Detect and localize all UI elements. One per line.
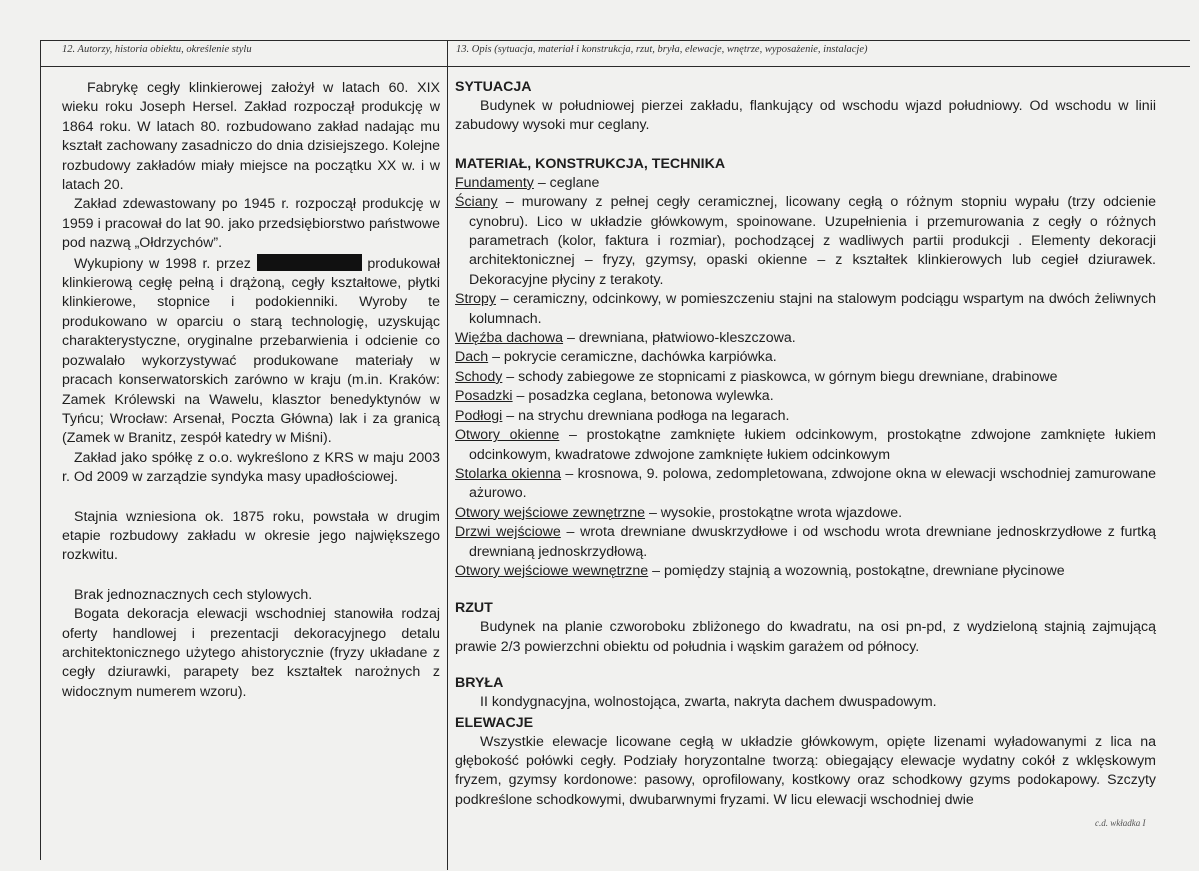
history-paragraph-3 [62, 254, 440, 449]
right-section-caption: 13. Opis (sytuacja, materiał i konstrukcja, rzut, bryła, elewacje, wnętrze, wyposażenie, instalacje) [456, 44, 868, 55]
material-item-term: Posadzki [455, 388, 513, 405]
history-column [62, 79, 440, 702]
material-item-text: – posadzka ceglana, betonowa wylewka. [512, 388, 774, 405]
style-paragraph-1: Brak jednoznacznych cech stylowych. [74, 586, 313, 603]
material-item-term: Schody [455, 368, 503, 385]
material-item [455, 368, 1156, 387]
material-item [455, 504, 1156, 523]
material-item-term: Ściany [455, 194, 498, 211]
left-section-caption: 12. Autorzy, historia obiektu, określenie stylu [62, 44, 252, 55]
material-item-text: – krosnowa, 9. polowa, zedompletowana, zdwojone okna w elewacji wschodniej zamurowane ażurowo. [469, 465, 1157, 502]
section-heading-bryla: BRYŁA [455, 675, 504, 692]
material-list [455, 174, 1156, 582]
spacer [455, 136, 1156, 154]
material-item [455, 174, 1156, 193]
material-item-text: – pomiędzy stajnią a wozownią, postokątne, drewniane płycinowe [648, 562, 1065, 579]
material-item [455, 426, 1156, 465]
material-item [455, 407, 1156, 426]
spacer [62, 566, 440, 586]
material-item-term: Otwory okienne [455, 427, 560, 444]
spacer [455, 657, 1156, 673]
section-heading-elewacje: ELEWACJE [455, 714, 534, 731]
material-item [455, 562, 1156, 581]
material-item-term: Więźba dachowa [455, 330, 564, 347]
material-item-text: – na strychu drewniana podłoga na legarach. [502, 407, 790, 424]
material-item-term: Stolarka okienna [455, 465, 562, 482]
history-paragraph-3a: Wykupiony w 1998 r. przez [74, 255, 251, 272]
caption-rule-right [448, 66, 1190, 67]
history-paragraph-1: Fabrykę cegły klinkierowej założył w latach 60. XIX wieku roku Joseph Hersel. Zakład rozpoczął produkcję w 1864 roku. W latach 80. rozbudowano zakład nadając mu kształt zachowany zasadniczo do dnia dzisiejszego. Kolejne rozbudowy zakładów miały miejsce na początku XX w. i w latach 20. [62, 80, 440, 194]
spacer [62, 488, 440, 508]
material-item-term: Podłogi [455, 407, 503, 424]
material-item-text: – murowany z pełnej cegły ceramicznej, licowany cegłą o różnym stopniu wypału (trzy odcienie cynobru). Lico w układzie główkowym, spoinowane. Uzupełnienia i przemurowania z cegły o różnych parametrach (kolor, faktura i rozmiar), pochodzącej z wadliwych partii produkcji . Elementy dekoracji architektonicznej – fryzy, gzymsy, opaski okienne – z kształtek klinkierowych lub cegieł dziurawek. Dekoracyjne płyciny z terakoty. [469, 194, 1156, 288]
history-paragraph-2: Zakład zdewastowany po 1945 r. rozpoczął produkcję w 1959 i pracował do lat 90. jako przedsiębiorstwo państwowe pod nazwą „Ołdrzychów”. [62, 196, 440, 252]
redaction-bar [257, 254, 362, 271]
material-item-term: Fundamenty [455, 174, 534, 191]
material-item [455, 329, 1156, 348]
material-item [455, 193, 1156, 290]
history-paragraph-4: Zakład jako spółkę z o.o. wykreślono z KRS w maju 2003 r. Od 2009 w zarządzie syndyka masy upadłościowej. [62, 449, 440, 486]
continuation-note: c.d. wkładka I [1095, 818, 1146, 828]
material-item [455, 523, 1156, 562]
elewacje-text: Wszystkie elewacje licowane cegłą w układzie główkowym, opięte lizenami wyładowanymi z lica na głębokość połówki cegły. Podziały horyzontalne tworzą: obiegający elewacje wydatny cokół z wklęskowym fryzem, gzymsy kordonowe: pasowy, oprofilowany, kostkowy oraz schodkowy gzyms podokapowy. Szczyty podkreślone schodkowymi, dwubarwnymi fryzami. W licu elewacji wschodniej dwie [455, 733, 1156, 808]
material-item [455, 387, 1156, 406]
material-item-text: – pokrycie ceramiczne, dachówka karpiówka. [488, 349, 777, 366]
material-item-term: Drzwi wejściowe [455, 524, 561, 541]
material-item-text: – wysokie, prostokątne wrota wjazdowe. [645, 504, 903, 521]
section-heading-rzut: RZUT [455, 600, 493, 617]
caption-rule-left [40, 66, 447, 67]
sytuacja-text: Budynek w południowej pierzei zakładu, flankujący od wschodu wjazd południowy. Od wschodu w linii zabudowy wysoki mur ceglany. [455, 98, 1156, 134]
material-item-term: Otwory wejściowe zewnętrzne [455, 504, 646, 521]
column-divider [447, 40, 448, 870]
material-item-text: – prostokątne zamknięte łukiem odcinkowym, prostokątne zdwojone zamknięte łukiem odcinkowym, kwadratowe zdwojone zamknięte łukiem odcinkowym [469, 427, 1156, 463]
style-paragraph-2: Bogata dekoracja elewacji wschodniej stanowiła rodzaj oferty handlowej i prezentacji dekoracyjnego detalu architektonicznego użytego ahistorycznie (fryzy układane z cegły dziurawki, parapety bez kształtek narożnych z widocznym numerem wzoru). [62, 606, 440, 700]
material-item-term: Otwory wejściowe wewnętrzne [455, 562, 649, 579]
material-item-text: – ceramiczny, odcinkowy, w pomieszczeniu stajni na stalowym podciągu wspartym na dwóch żeliwnych kolumnach. [469, 291, 1156, 327]
rzut-text: Budynek na planie czworoboku zbliżonego do kwadratu, na osi pn-pd, z wydzieloną stajnią zajmującą prawie 2/3 powierzchni obiektu od południa i wąskim garażem od północy. [455, 619, 1156, 655]
material-item-text: – schody zabiegowe ze stopnicami z piaskowca, w górnym biegu drewniane, drabinowe [502, 368, 1058, 385]
bryla-text: II kondygnacyjna, wolnostojąca, zwarta, nakryta dachem dwuspadowym. [480, 694, 937, 711]
section-heading-sytuacja: SYTUACJA [455, 79, 532, 95]
material-item-text: – drewniana, płatwiowo-kleszczowa. [563, 330, 796, 347]
material-item [455, 348, 1156, 367]
section-heading-material: MATERIAŁ, KONSTRUKCJA, TECHNIKA [455, 155, 726, 172]
description-column [455, 77, 1156, 810]
material-item-text: – ceglane [533, 174, 600, 191]
history-paragraph-3b: produkował klinkierową cegłę pełną i drążoną, cegły kształtowe, płytki klinkierowe, stopnice i podokienniki. Wyroby te produkowano w oparciu o starą technologię, uzyskując charakterystyczne, oryginalne przebarwienia i odcienie co pozwalało wykorzystywać produkowane materiały w pracach konserwatorskich zarówno w kraju (m.in. Kraków: Zamek Królewski na Wawelu, klasztor benedyktynów w Tyńcu; Wrocław: Arsenał, Poczta Główna) lak i za granicą (Zamek w Branitz, zespół katedry w Miśni). [62, 255, 440, 447]
spacer [455, 581, 1156, 598]
material-item-term: Dach [455, 349, 489, 366]
material-item-term: Stropy [455, 291, 497, 308]
material-item [455, 465, 1156, 504]
material-item [455, 290, 1156, 329]
history-paragraph-5: Stajnia wzniesiona ok. 1875 roku, powstała w drugim etapie rozbudowy zakładu w okresie jego największego rozkwitu. [62, 508, 440, 564]
material-item-text: – wrota drewniane dwuskrzydłowe i od wschodu wrota drewniane jednoskrzydłowe z furtką drewnianą jednoskrzydłową. [469, 524, 1157, 560]
